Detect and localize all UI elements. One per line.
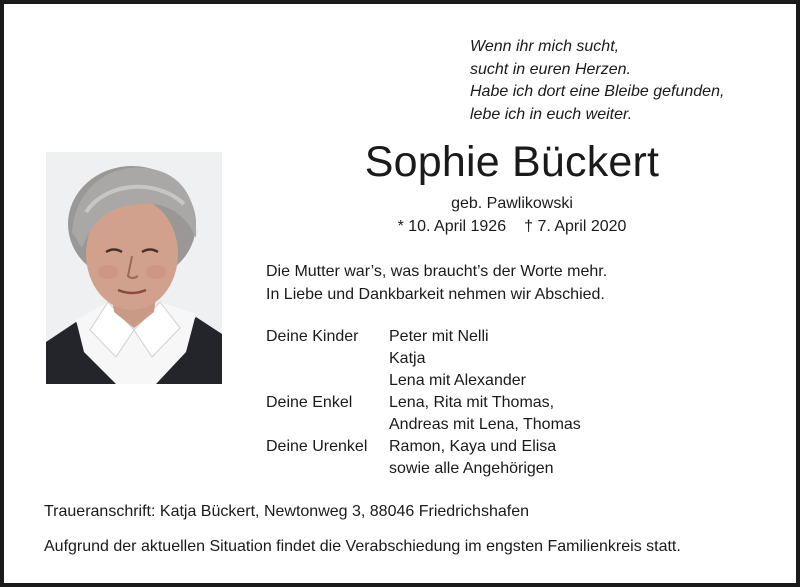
family-members: Peter mit Nelli: [389, 328, 489, 345]
family-row: [266, 348, 581, 370]
funeral-notice: Aufgrund der aktuellen Situation findet die Verabschiedung im engsten Familienkreis statt.: [44, 538, 681, 555]
life-dates: [244, 218, 780, 236]
mourning-address: Traueranschrift: Katja Bückert, Newtonweg 3, 88046 Friedrichshafen: [44, 503, 529, 520]
birth-date: * 10. April 1926: [397, 218, 507, 235]
family-row: [266, 458, 581, 480]
family-members: Lena, Rita mit Thomas,: [389, 394, 555, 411]
memorial-poem: [470, 36, 724, 126]
poem-line: sucht in euren Herzen.: [470, 60, 631, 78]
poem-line: Wenn ihr mich sucht,: [470, 38, 620, 55]
family-row: [266, 370, 581, 392]
family-label: Deine Enkel: [266, 394, 353, 411]
family-label: [266, 414, 389, 436]
quote-line: Die Mutter war’s, was braucht’s der Worte mehr.: [266, 263, 608, 280]
death-date: † 7. April 2020: [524, 218, 627, 235]
family-label: [266, 370, 389, 392]
family-row: [266, 414, 581, 436]
family-members: Lena mit Alexander: [389, 372, 526, 389]
poem-line: lebe ich in euch weiter.: [470, 105, 633, 123]
quote-line: In Liebe und Dankbarkeit nehmen wir Abschied.: [266, 285, 605, 303]
portrait-illustration: [46, 152, 222, 384]
poem-line: Habe ich dort eine Bleibe gefunden,: [470, 83, 725, 100]
family-label: [266, 348, 389, 370]
family-label: Deine Urenkel: [266, 438, 368, 455]
family-row: [266, 326, 581, 348]
portrait-photo: [46, 152, 222, 384]
family-members: Andreas mit Lena, Thomas: [389, 416, 581, 433]
family-label: Deine Kinder: [266, 328, 359, 345]
family-members: sowie alle Angehörigen: [389, 460, 554, 477]
family-members: Katja: [389, 350, 426, 367]
family-row: [266, 392, 581, 414]
deceased-name: Sophie Bückert: [364, 138, 660, 186]
family-row: [266, 436, 581, 458]
family-members: Ramon, Kaya und Elisa: [389, 438, 557, 455]
farewell-quote: [266, 261, 607, 306]
birth-name: geb. Pawlikowski: [451, 195, 573, 212]
family-label: [266, 458, 389, 480]
family-list: [266, 326, 581, 480]
